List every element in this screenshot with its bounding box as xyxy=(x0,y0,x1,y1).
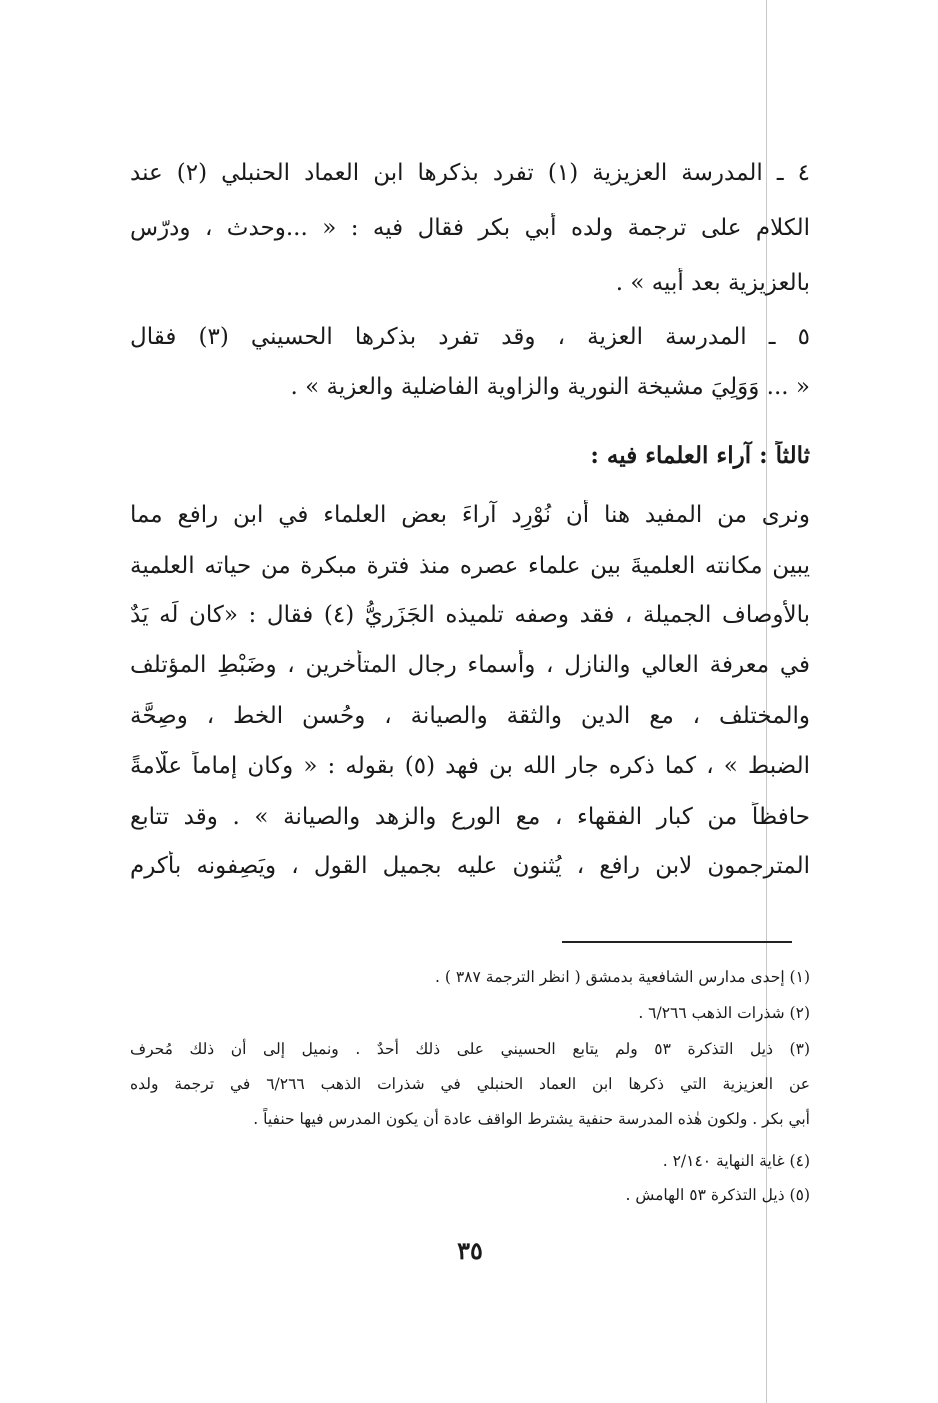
item-5-line-1: ٥ ـ المدرسة العزية ، وقد تفرد بذكرها الحسيني (٣) فقال xyxy=(130,324,810,350)
page-number: ٣٥ xyxy=(457,1236,483,1265)
paragraph-line: حافظاً من كبار الفقهاء ، مع الورع والزهد والصيانة » . وقد تتابع xyxy=(130,804,810,830)
item-4-block-3 xyxy=(130,268,810,298)
paragraph-line: يبين مكانته العلميةَ بين علماء عصره منذ فترة مبكرة من حياته العلمية xyxy=(130,553,810,579)
paragraph-line-6-wrap xyxy=(130,751,810,781)
item-4-line-3: بالعزيزية بعد أبيه » . xyxy=(615,270,810,296)
paragraph-line: بالأوصاف الجميلة ، فقد وصفه تلميذه الجَزَريُّ (٤) فقال : «كان لَه يَدٌ xyxy=(130,602,810,628)
paragraph-line-4-wrap xyxy=(130,650,810,680)
paragraph-line-7-wrap xyxy=(130,802,810,832)
footnote-5: (٥) ذيل التذكرة ٥٣ الهامش . xyxy=(625,1186,810,1204)
paragraph-line-5-wrap xyxy=(130,701,810,731)
paragraph-line-1-wrap xyxy=(130,500,810,530)
item-4-line-1: ٤ ـ المدرسة العزيزية (١) تفرد بذكرها ابن العماد الحنبلي (٢) عند xyxy=(130,160,810,186)
paragraph-line: الضبط » ، كما ذكره جار الله بن فهد (٥) بقوله : « وكان إماماً علَّامةً xyxy=(130,753,810,779)
footnote-2: (٢) شذرات الذهب ٦/٢٦٦ . xyxy=(638,1004,810,1022)
footnote-3-line-3: أبي بكر . ولكون هٰذه المدرسة حنفية يشترط الواقف عادة أن يكون المدرس فيها حنفياً . xyxy=(253,1110,810,1128)
paragraph-line-2-wrap xyxy=(130,551,810,581)
section-heading-block xyxy=(130,441,810,471)
item-5-block-2 xyxy=(130,372,810,402)
item-4-line-2: الكلام على ترجمة ولده أبي بكر فقال فيه : « ...وحدث ، ودرّس xyxy=(130,215,810,241)
footnote-3-line-1: (٣) ذيل التذكرة ٥٣ ولم يتابع الحسيني على ذلك أحدٌ . ونميل إلى أن ذلك مُحرف xyxy=(130,1040,810,1058)
item-4-block xyxy=(130,158,810,188)
item-5-block xyxy=(130,322,810,352)
paragraph-line-3-wrap xyxy=(130,600,810,630)
paragraph-line: في معرفة العالي والنازل ، وأسماء رجال المتأخرين ، وضَبْطِ المؤتلف xyxy=(130,652,810,678)
footnote-3-line-2: عن العزيزية التي ذكرها ابن العماد الحنبلي في شذرات الذهب ٦/٢٦٦ في ترجمة ولده xyxy=(130,1075,810,1093)
paragraph-line-8-wrap xyxy=(130,851,810,881)
paragraph-line: المترجمون لابن رافع ، يُثنون عليه بجميل القول ، ويَصِفونه بأكرم xyxy=(130,853,810,879)
footnote-separator xyxy=(562,941,792,943)
footnote-1: (١) إحدى مدارس الشافعية بدمشق ( انظر الترجمة ٣٨٧ ) . xyxy=(435,968,810,986)
item-5-line-2: « ... وَوَلِيَ مشيخة النورية والزاوية الفاضلية والعزية » . xyxy=(290,374,810,400)
section-heading: ثالثاً : آراء العلماء فيه : xyxy=(590,442,810,469)
footnote-4: (٤) غاية النهاية ٢/١٤٠ . xyxy=(662,1152,810,1170)
paragraph-line: ونرى من المفيد هنا أن نُوْرِد آراءَ بعض العلماء في ابن رافع مما xyxy=(130,502,810,528)
item-4-block-2 xyxy=(130,213,810,243)
paragraph-line: والمختلف ، مع الدين والثقة والصيانة ، وحُسن الخط ، وصِحَّة xyxy=(130,703,810,729)
